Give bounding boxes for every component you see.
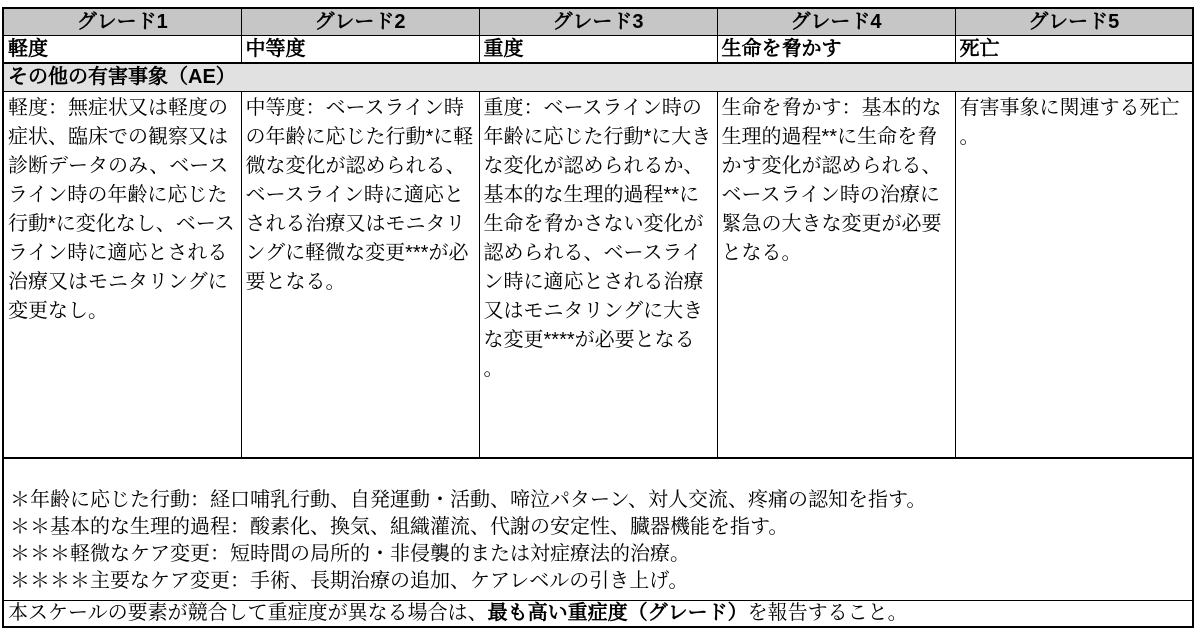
severity-lifethreatening-cell: 生命を脅かす xyxy=(717,36,955,64)
footnote-minor-care-change: ＊＊＊軽微なケア変更：短時間の局所的・非侵襲的または対症療法的治療。 xyxy=(10,542,690,565)
section-header-row xyxy=(3,63,1193,92)
final-note-row xyxy=(3,600,1193,627)
grade5-description-cell: 有害事象に関連する死亡。 xyxy=(955,92,1193,458)
final-note-bold: 最も高い重症度（グレード） xyxy=(487,601,748,624)
final-note-prefix: 本スケールの要素が競合して重症度が異なる場合は、 xyxy=(8,601,488,624)
grade3-description-cell: 重度：ベースライン時の年齢に応じた行動*に大きな変化が認められるか、基本的な生理的過程**に生命を脅かさない変化が認められる、ベースライン時に適応とされる治療又はモニタリングに大きな変更****が必要となる。 xyxy=(479,92,717,458)
grade1-header-cell: グレード1 xyxy=(3,8,241,36)
grade2-header-cell: グレード2 xyxy=(241,8,479,36)
footnote-major-care-change: ＊＊＊＊主要なケア変更：手術、長期治療の追加、ケアレベルの引き上げ。 xyxy=(10,569,689,592)
final-note-suffix: を報告すること。 xyxy=(747,601,908,624)
footnote-age-behavior: ＊年齢に応じた行動：経口哺乳行動、自発運動・活動、啼泣パターン、対人交流、疼痛の認知を指す。 xyxy=(10,488,927,511)
section-header-cell: その他の有害事象（AE） xyxy=(3,63,1193,92)
grade-header-row xyxy=(3,8,1193,36)
severity-severe-cell: 重度 xyxy=(479,36,717,64)
footnotes-cell xyxy=(3,458,1193,601)
ae-grading-table xyxy=(2,7,1194,628)
grade3-header-cell: グレード3 xyxy=(479,8,717,36)
description-row xyxy=(3,92,1193,458)
grade4-header-cell: グレード4 xyxy=(717,8,955,36)
severity-moderate-cell: 中等度 xyxy=(241,36,479,64)
grade4-description-cell: 生命を脅かす：基本的な生理的過程**に生命を脅かす変化が認められる、ベースライン時の治療に緊急の大きな変更が必要となる。 xyxy=(717,92,955,458)
grade2-description-cell: 中等度：ベースライン時の年齢に応じた行動*に軽微な変化が認められる、ベースライン時に適応とされる治療又はモニタリングに軽微な変更***が必要となる。 xyxy=(241,92,479,458)
severity-label-row xyxy=(3,36,1193,64)
severity-mild-cell: 軽度 xyxy=(3,36,241,64)
footnotes-row xyxy=(3,458,1193,601)
final-note-cell xyxy=(3,600,1193,627)
grade1-description-cell: 軽度：無症状又は軽度の症状、臨床での観察又は診断データのみ、ベースライン時の年齢に応じた行動*に変化なし、ベースライン時に適応とされる治療又はモニタリングに変更なし。 xyxy=(3,92,241,458)
severity-death-cell: 死亡 xyxy=(955,36,1193,64)
grade5-header-cell: グレード5 xyxy=(955,8,1193,36)
footnote-physiologic-process: ＊＊基本的な生理的過程：酸素化、換気、組織灌流、代謝の安定性、臓器機能を指す。 xyxy=(10,515,789,538)
